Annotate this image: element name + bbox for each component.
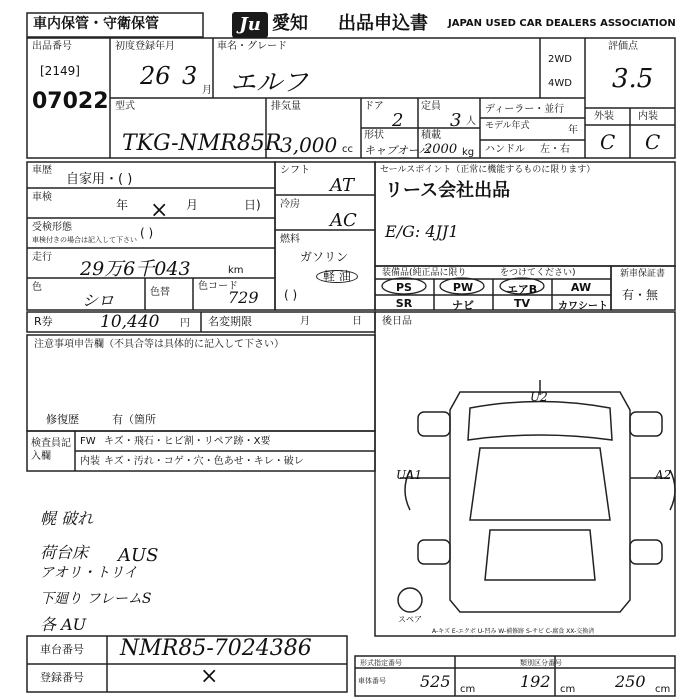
shape-value: キャブオーバ xyxy=(364,144,430,157)
mileage-label: 走行 xyxy=(32,252,52,263)
ac-value: AC xyxy=(330,210,357,231)
inspection-month-unit: 月 xyxy=(186,198,199,212)
load-value: 2000 xyxy=(424,142,458,157)
recycle-label: R券 xyxy=(34,315,53,328)
name-change-day: 日 xyxy=(352,316,362,327)
drive-4wd: 4WD xyxy=(548,78,572,89)
diagram-mark-right: A2 xyxy=(655,468,672,482)
color-label: 色 xyxy=(32,282,42,293)
dimensions-form-label: 形式指定番号 xyxy=(360,659,402,667)
history-label: 車歴 xyxy=(32,165,52,176)
form-title: 出品申込書 xyxy=(338,13,428,34)
diagram-legend: A-キズ E-エクボ U-凹み W-補修跡 S-サビ C-腐食 XX-交換済 xyxy=(432,628,595,635)
diagram-mark-top: U2 xyxy=(530,390,548,404)
history-value: 自家用・( ) xyxy=(66,172,133,187)
chassis-value: NMR85-7024386 xyxy=(120,636,312,661)
interior-label: 内装 xyxy=(638,111,658,122)
note-line-1: 幌 破れ xyxy=(40,509,94,528)
color-code-value: 729 xyxy=(228,288,259,307)
inspector-row1-prefix: FW xyxy=(80,436,96,447)
color-code-label: 色コード xyxy=(198,281,238,292)
equipment-label-suffix: をつけてください) xyxy=(500,268,576,278)
lot-label: 出品番号 xyxy=(32,41,72,52)
logo-mark: Ju xyxy=(232,12,268,38)
selling-point-label: セールスポイント（正常に機能するものに限ります） xyxy=(380,165,596,175)
dimension-length-unit: cm xyxy=(460,684,476,695)
equipment-ps: PS xyxy=(396,281,412,294)
shift-value: AT xyxy=(330,175,355,196)
repair-history-label: 修復歴 xyxy=(46,413,79,426)
capacity-value: 3 xyxy=(450,110,462,131)
spare-tire-label: スペア xyxy=(398,615,422,624)
interior-value: C xyxy=(645,130,661,154)
fuel-paren: ( ) xyxy=(284,288,298,302)
warranty-value: 有・無 xyxy=(622,288,659,302)
dimension-height-unit: cm xyxy=(655,684,671,695)
handle-label: ハンドル xyxy=(485,144,525,155)
doors-value: 2 xyxy=(392,110,404,131)
recycle-unit: 円 xyxy=(180,318,190,329)
load-label: 積載 xyxy=(421,130,441,141)
load-unit: kg xyxy=(462,147,475,158)
registration-label: 初度登録年月 xyxy=(115,41,175,52)
org-name: 愛知 xyxy=(272,13,308,34)
inspector-row1: キズ・飛石・ヒビ割・リペア跡・X要 xyxy=(104,436,271,447)
dimension-length: 525 xyxy=(420,672,451,691)
registration-number-value: × xyxy=(200,664,219,689)
note-line-6: 各 AU xyxy=(40,615,87,634)
color-change-label: 色替 xyxy=(150,287,170,298)
reception-value: ( ) xyxy=(140,226,154,240)
equipment-navi: ナビ xyxy=(452,299,474,312)
equipment-tv: TV xyxy=(513,297,531,310)
registration-month-unit: 月 xyxy=(202,85,212,96)
notes-label: 注意事項申告欄（不具合等は具体的に記入して下さい） xyxy=(34,339,284,350)
fuel-gasoline: ガソリン xyxy=(300,250,349,264)
equipment-sr: SR xyxy=(395,297,413,310)
dealer-label: ディーラー・並行 xyxy=(485,104,565,115)
capacity-unit: 人 xyxy=(466,116,476,127)
note-line-2: 荷台床 xyxy=(40,543,89,562)
color-value: シロ xyxy=(82,291,115,310)
dimensions-type-label: 類別区分番号 xyxy=(520,659,562,667)
selling-point-headline: リース会社出品 xyxy=(385,180,511,201)
registration-number-label: 登録番号 xyxy=(40,671,84,684)
doors-label: ドア xyxy=(364,101,384,112)
ac-label: 冷房 xyxy=(280,199,300,210)
grade-label: 評価点 xyxy=(608,41,638,52)
equipment-aw: AW xyxy=(570,281,592,294)
diagram-mark-left: UA1 xyxy=(396,468,423,482)
displacement-value: 3,000 xyxy=(280,133,338,157)
capacity-label: 定員 xyxy=(421,101,441,112)
handle-options: 左・右 xyxy=(540,144,570,155)
exterior-value: C xyxy=(600,130,616,154)
registration-year: 26 xyxy=(140,62,171,90)
inspector-row2-prefix: 内装 xyxy=(80,456,100,467)
lot-number: 07022 xyxy=(32,89,109,114)
engine-model: E/G: 4JJ1 xyxy=(385,222,459,241)
equipment-airbag: エアB xyxy=(506,283,538,296)
inspector-row2: キズ・汚れ・コゲ・穴・色あせ・キレ・破レ xyxy=(104,456,304,467)
inspector-label: 検査員記入欄 xyxy=(31,438,71,462)
name-change-month: 月 xyxy=(300,316,310,327)
rear-view-label: 後日品 xyxy=(382,316,412,327)
name-change-label: 名変期限 xyxy=(208,315,252,328)
mileage-unit: km xyxy=(228,265,244,276)
exterior-label: 外装 xyxy=(594,111,614,122)
car-name-label: 車名・グレード xyxy=(217,41,287,52)
drive-2wd: 2WD xyxy=(548,54,572,65)
chassis-label: 車台番号 xyxy=(40,643,84,656)
mileage-value: 29万6千043 xyxy=(80,258,191,280)
equipment-seat: カワシート xyxy=(558,301,608,312)
inspection-day-unit: 日) xyxy=(244,198,261,212)
note-line-4: AUS xyxy=(118,545,159,566)
grade-value: 3.5 xyxy=(612,64,654,94)
dimensions-side-label: 車体番号 xyxy=(358,677,386,685)
inspection-year-unit: 年 xyxy=(116,198,129,212)
equipment-label: 装備品(純正品に限り xyxy=(382,268,467,278)
dimension-width-unit: cm xyxy=(560,684,576,695)
inspection-label: 車検 xyxy=(32,192,52,203)
equipment-pw: PW xyxy=(452,281,474,294)
registration-month: 3 xyxy=(182,62,198,90)
recycle-value: 10,440 xyxy=(100,312,160,332)
warranty-label: 新車保証書 xyxy=(620,269,666,279)
car-name-value: エルフ xyxy=(230,68,309,98)
association-name: JAPAN USED CAR DEALERS ASSOCIATION xyxy=(448,18,676,29)
storage-label: 車内保管・守衛保管 xyxy=(33,16,159,32)
model-year-unit: 年 xyxy=(568,125,578,136)
dimension-height: 250 xyxy=(615,672,646,691)
car-diagram xyxy=(398,380,675,612)
shape-label: 形状 xyxy=(364,130,384,141)
model-year-label: モデル年式 xyxy=(485,121,530,131)
dimension-width: 192 xyxy=(520,672,551,691)
fuel-label: 燃料 xyxy=(280,234,300,245)
lot-sub-number: [2149] xyxy=(40,64,80,78)
displacement-unit: cc xyxy=(342,144,353,155)
displacement-label: 排気量 xyxy=(271,101,301,112)
shift-label: シフト xyxy=(280,165,310,176)
note-line-3: アオリ・トリイ xyxy=(40,565,138,581)
inspection-mark: × xyxy=(150,198,169,223)
model-label: 型式 xyxy=(115,101,135,112)
fuel-diesel: 軽 油 xyxy=(316,270,358,283)
reception-sub-label: 車検付きの場合は記入して下さい xyxy=(32,236,137,244)
note-line-5: 下廻り フレームS xyxy=(40,591,152,607)
reception-label: 受検形態 xyxy=(32,222,72,233)
model-value: TKG-NMR85R xyxy=(122,131,282,156)
repair-history-value: 有（箇所 xyxy=(112,413,156,426)
